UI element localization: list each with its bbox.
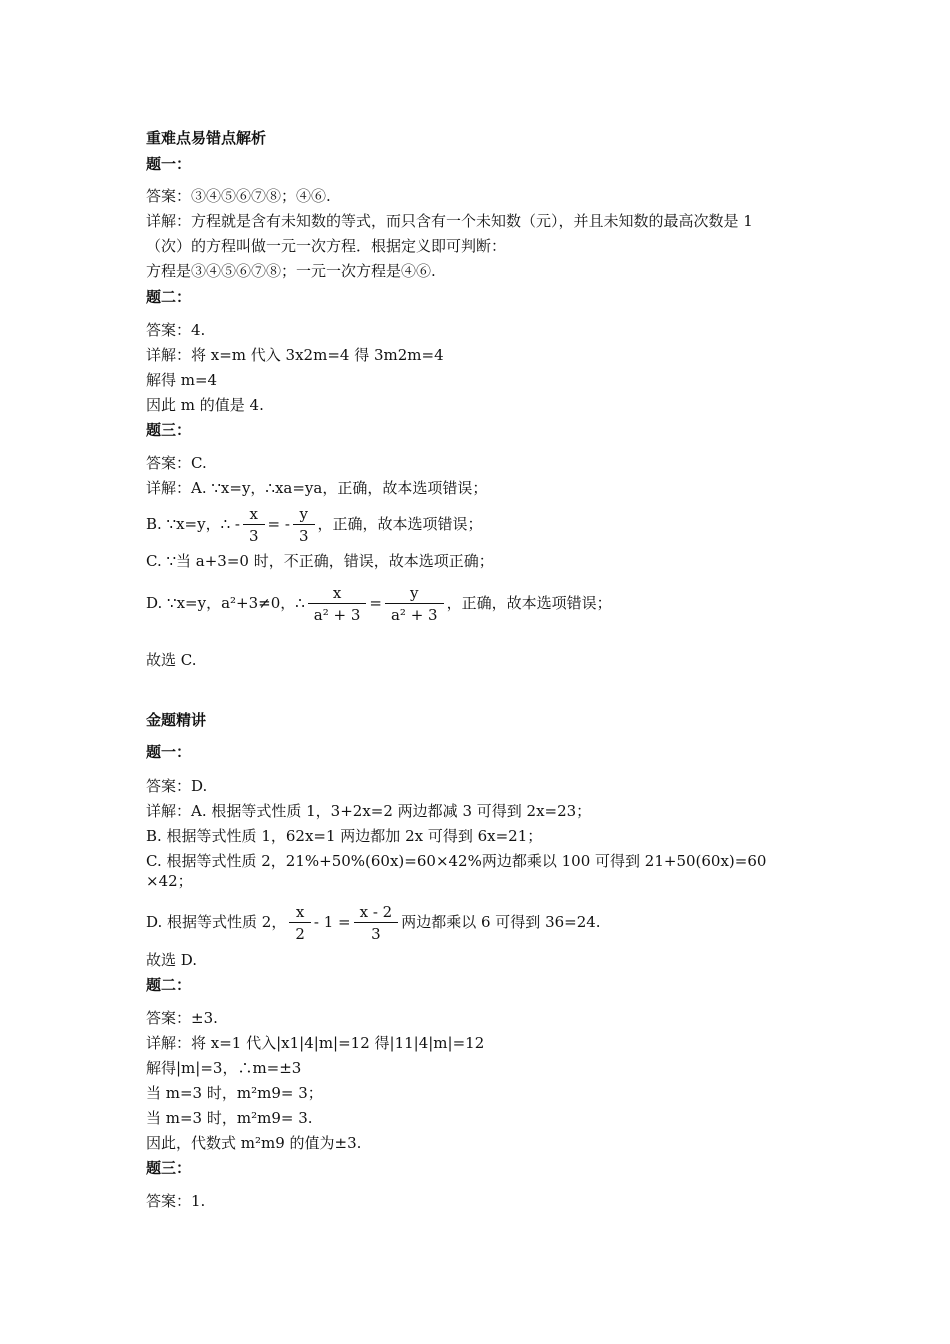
q2-answer: 答案：4. <box>146 321 206 339</box>
fraction-denominator: a² + 3 <box>390 605 438 624</box>
section-heading-2: 金题精讲 <box>146 711 207 729</box>
fraction <box>243 504 265 547</box>
q3-d-prefix: D. ∵x=y，a²+3≠0，∴ <box>146 594 305 612</box>
fraction-denominator: 3 <box>371 924 381 943</box>
s2-q2-detail-4: 当 m=3 时，m²m9= 3. <box>146 1109 313 1127</box>
s2-q1-detail-c2: ×42； <box>146 872 193 890</box>
fraction-numerator: x <box>243 504 265 525</box>
s2-q2-answer: 答案：±3. <box>146 1009 218 1027</box>
fraction-numerator: x - 2 <box>354 902 399 923</box>
fraction <box>308 583 367 626</box>
q2-detail-2: 解得 m=4 <box>146 371 218 389</box>
q3-b-prefix: B. ∵x=y，∴ - <box>146 515 240 533</box>
s2-q2-detail-2: 解得|m|=3，∴m=±3 <box>146 1059 302 1077</box>
q3-detail-d <box>146 580 612 626</box>
s2-q3-heading: 题三： <box>146 1159 192 1177</box>
q2-detail-3: 因此 m 的值是 4. <box>146 396 264 414</box>
s2-q1-heading: 题一： <box>146 743 192 761</box>
s2-q1-detail-b: B. 根据等式性质 1，62x=1 两边都加 2x 可得到 6x=21； <box>146 827 543 845</box>
s2-d-prefix: D. 根据等式性质 2， <box>146 913 287 931</box>
s2-q1-detail-c1: C. 根据等式性质 2，21%+50%(60x)=60×42%两边都乘以 100 可得到 21+50(60x)=60 <box>146 852 767 870</box>
q3-conclusion: 故选 C. <box>146 651 197 669</box>
q1-detail-3: 方程是③④⑤⑥⑦⑧；一元一次方程是④⑥. <box>146 262 436 280</box>
q1-heading: 题一： <box>146 155 192 173</box>
s2-q2-detail-1: 详解：将 x=1 代入|x1|4|m|=12 得|11|4|m|=12 <box>146 1034 485 1052</box>
fraction-numerator: y <box>293 504 315 525</box>
q1-detail-2: （次）的方程叫做一元一次方程．根据定义即可判断： <box>146 237 507 255</box>
fraction <box>289 902 311 945</box>
fraction-denominator: 3 <box>298 526 309 545</box>
section-heading-1: 重难点易错点解析 <box>146 129 267 147</box>
q3-heading: 题三： <box>146 421 192 439</box>
q3-answer: 答案：C. <box>146 454 207 472</box>
fraction-numerator: x <box>289 902 311 923</box>
q3-d-suffix: ，正确，故本选项错误； <box>446 594 612 612</box>
s2-q2-detail-3: 当 m=3 时，m²m9= 3； <box>146 1084 323 1102</box>
s2-q2-detail-5: 因此，代数式 m²m9 的值为±3. <box>146 1134 362 1152</box>
fraction <box>354 902 399 945</box>
q2-heading: 题二： <box>146 288 192 306</box>
q1-detail-1: 详解：方程就是含有未知数的等式，而只含有一个未知数（元），并且未知数的最高次数是 1 <box>146 212 753 230</box>
s2-q1-detail-a: 详解：A. 根据等式性质 1，3+2x=2 两边都减 3 可得到 2x=23； <box>146 802 592 820</box>
s2-q1-detail-d <box>146 900 601 945</box>
q3-detail-a: 详解：A. ∵x=y，∴xa=ya，正确，故本选项错误； <box>146 479 488 497</box>
s2-d-suffix: 两边都乘以 6 可得到 36=24. <box>401 913 601 931</box>
fraction-numerator: x <box>308 583 367 604</box>
s2-d-mid: - 1 = <box>313 913 351 931</box>
q1-answer: 答案：③④⑤⑥⑦⑧；④⑥. <box>146 187 331 205</box>
q3-b-mid: = - <box>267 515 290 533</box>
s2-q2-heading: 题二： <box>146 976 192 994</box>
q3-d-mid: = <box>369 594 382 612</box>
fraction <box>385 583 444 626</box>
fraction-denominator: 3 <box>249 526 259 545</box>
s2-q1-answer: 答案：D. <box>146 777 208 795</box>
fraction-denominator: 2 <box>295 924 305 943</box>
q3-detail-b <box>146 503 483 547</box>
s2-q1-conclusion: 故选 D. <box>146 951 198 969</box>
q3-detail-c: C. ∵当 a+3=0 时，不正确，错误，故本选项正确； <box>146 552 494 570</box>
s2-q3-answer: 答案：1. <box>146 1192 206 1210</box>
q3-b-suffix: ，正确，故本选项错误； <box>317 515 483 533</box>
fraction <box>293 504 315 547</box>
fraction-numerator: y <box>385 583 444 604</box>
q2-detail-1: 详解：将 x=m 代入 3x2m=4 得 3m2m=4 <box>146 346 444 364</box>
fraction-denominator: a² + 3 <box>313 605 361 624</box>
